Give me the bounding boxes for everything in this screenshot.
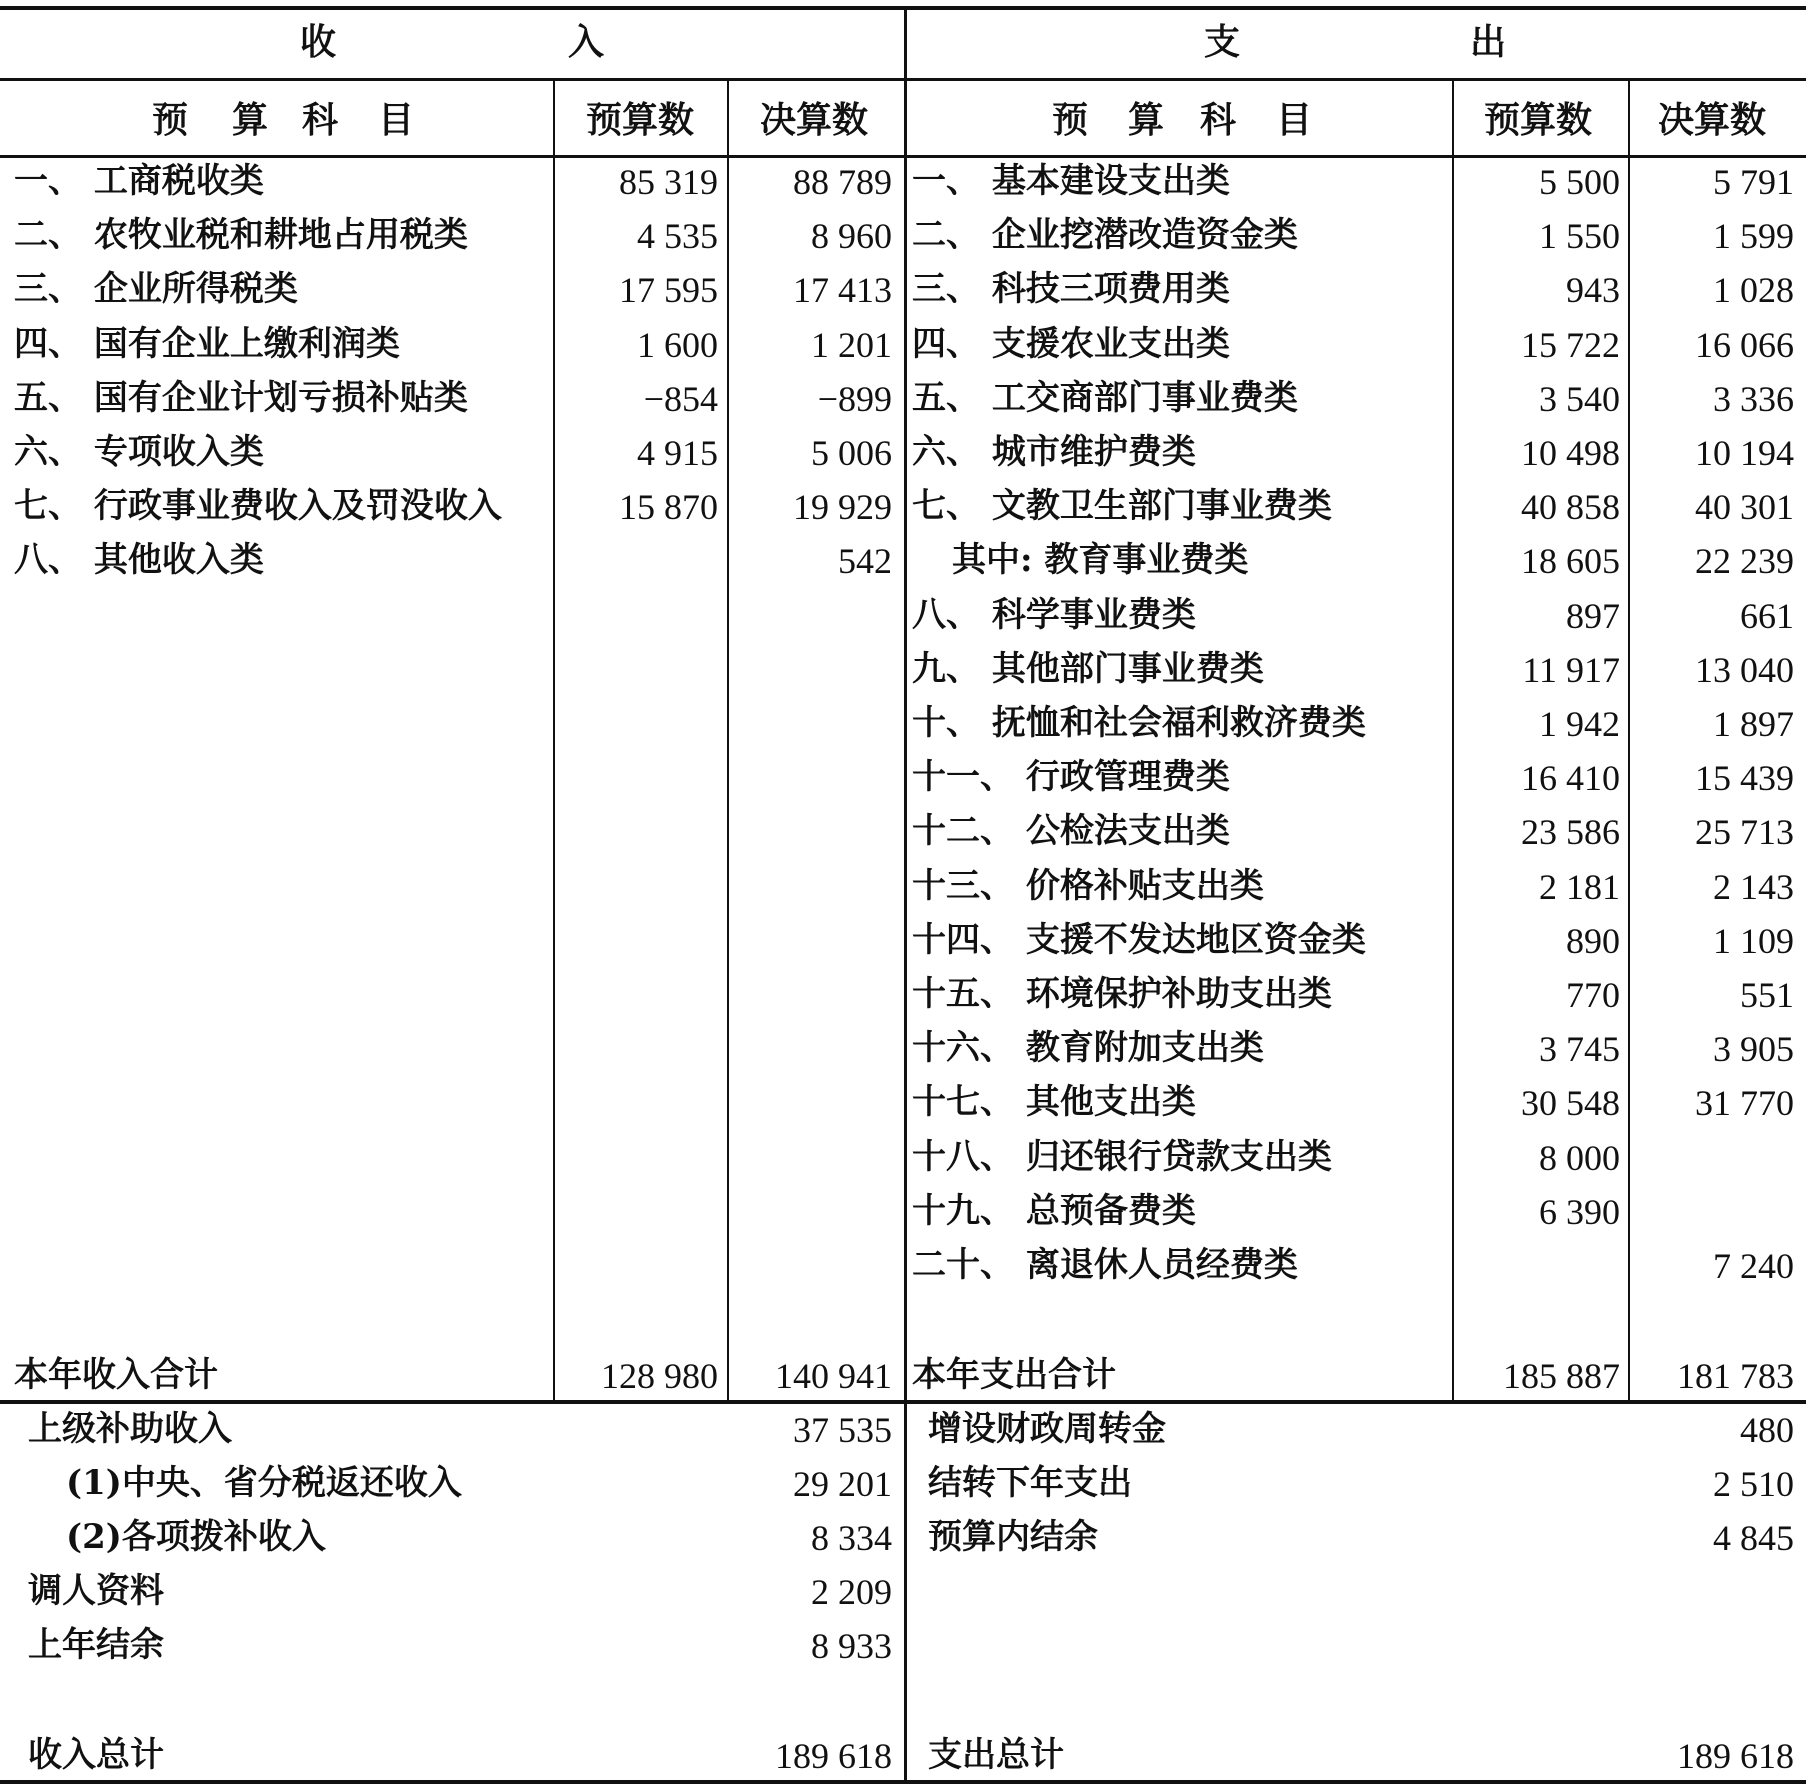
expense-final-col-rule	[1628, 80, 1630, 1402]
expense-row-budget: 6 390	[1539, 1191, 1620, 1232]
income-row-budget: −854	[643, 378, 718, 419]
column-header-divider	[0, 155, 1806, 158]
header-divider	[0, 78, 1806, 81]
expense-row-budget: 15 722	[1521, 324, 1620, 365]
center-divider	[904, 8, 907, 1782]
expense-row-final: 1 897	[1713, 704, 1794, 744]
income-row-final: 542	[838, 541, 892, 582]
income-budget-header: 预算数	[586, 99, 695, 141]
expense-row-label: 十二、 公检法支出类	[912, 811, 1230, 852]
expense-subject-header-char-3: 科	[1200, 99, 1237, 141]
income-row-label: 七、 行政事业费收入及罚没收入	[14, 486, 502, 527]
income-budget-col-rule	[553, 80, 555, 1402]
income-row-budget: 15 870	[619, 487, 718, 528]
income-extra-label: 调人资料	[28, 1571, 164, 1611]
income-row-final: 19 929	[793, 487, 892, 528]
expense-row-final: 25 713	[1695, 812, 1794, 853]
expense-row-budget: 3 745	[1539, 1029, 1620, 1070]
income-header-char-1: 收	[300, 21, 337, 63]
income-row-label: 一、 工商税收类	[14, 161, 264, 201]
expense-total-budget: 185 887	[1503, 1356, 1620, 1396]
income-row-budget: 1 600	[637, 324, 718, 365]
expense-row-final: 31 770	[1695, 1083, 1794, 1124]
expense-row-label: 四、 支援农业支出类	[912, 323, 1230, 364]
expense-row-final: 13 040	[1695, 649, 1794, 690]
income-row-label: 四、 国有企业上缴利润类	[14, 323, 400, 364]
expense-row-final: 10 194	[1695, 433, 1794, 473]
income-row-label: 五、 国有企业计划亏损补贴类	[14, 377, 468, 418]
expense-subject-header-char-2: 算	[1128, 99, 1165, 141]
expense-row-final: 1 599	[1713, 216, 1794, 257]
income-extra-label: 上级补助收入	[28, 1409, 232, 1449]
income-subject-header-char-4: 目	[378, 99, 415, 141]
expense-row-final: 1 028	[1713, 270, 1794, 311]
expense-total-final: 181 783	[1677, 1356, 1794, 1396]
income-extra-value: 8 334	[811, 1518, 892, 1558]
expense-row-label: 十、 抚恤和社会福利救济费类	[912, 703, 1366, 743]
income-row-label: 六、 专项收入类	[14, 432, 264, 472]
expense-row-label: 五、 工交商部门事业费类	[912, 377, 1298, 418]
expense-row-budget: 2 181	[1539, 866, 1620, 907]
expense-extra-value: 4 845	[1713, 1518, 1794, 1558]
expense-row-label: 十四、 支援不发达地区资金类	[912, 919, 1366, 960]
grand-expense-value: 189 618	[1677, 1736, 1794, 1776]
expense-final-header: 决算数	[1658, 99, 1767, 141]
income-row-budget: 85 319	[619, 162, 718, 202]
expense-row-budget: 40 858	[1521, 487, 1620, 528]
expense-row-budget: 5 500	[1539, 162, 1620, 202]
expense-row-budget: 23 586	[1521, 812, 1620, 853]
grand-expense-label: 支出总计	[928, 1735, 1064, 1775]
expense-row-label: 十七、 其他支出类	[912, 1082, 1196, 1123]
income-row-budget: 17 595	[619, 270, 718, 311]
expense-extra-label: 结转下年支出	[928, 1463, 1132, 1503]
expense-extra-label: 预算内结余	[928, 1517, 1098, 1557]
expense-row-final: 551	[1740, 975, 1794, 1015]
income-row-final: 1 201	[811, 324, 892, 365]
expense-row-label: 十一、 行政管理费类	[912, 757, 1230, 798]
expense-row-label: 六、 城市维护费类	[912, 432, 1196, 472]
income-extra-value: 8 933	[811, 1626, 892, 1666]
expense-row-final: 7 240	[1713, 1246, 1794, 1286]
expense-row-budget: 18 605	[1521, 541, 1620, 582]
income-extra-value: 37 535	[793, 1410, 892, 1450]
expense-row-final: 2 143	[1713, 866, 1794, 907]
top-border	[0, 6, 1806, 10]
expense-subject-header-char-1: 预	[1052, 99, 1089, 141]
expense-row-final: 661	[1740, 595, 1794, 636]
expense-row-label: 十三、 价格补贴支出类	[912, 865, 1264, 906]
income-row-label: 八、 其他收入类	[14, 540, 264, 581]
income-extra-value: 2 209	[811, 1572, 892, 1612]
expense-row-final: 5 791	[1713, 162, 1794, 202]
expense-row-budget: 30 548	[1521, 1083, 1620, 1124]
expense-row-label: 二十、 离退休人员经费类	[912, 1245, 1298, 1285]
income-row-final: −899	[817, 378, 892, 419]
expense-row-budget: 3 540	[1539, 378, 1620, 419]
expense-row-budget: 890	[1566, 920, 1620, 961]
income-final-header: 决算数	[760, 99, 869, 141]
expense-row-label: 二、 企业挖潜改造资金类	[912, 215, 1298, 256]
income-final-col-rule	[727, 80, 729, 1402]
grand-income-value: 189 618	[775, 1736, 892, 1776]
expense-row-final: 15 439	[1695, 758, 1794, 799]
expense-row-label: 九、 其他部门事业费类	[912, 648, 1264, 689]
income-extra-label: (2)各项拨补收入	[66, 1517, 326, 1557]
income-subject-header-char-2: 算	[232, 99, 269, 141]
income-row-label: 二、 农牧业税和耕地占用税类	[14, 215, 468, 256]
income-row-budget: 4 915	[637, 433, 718, 473]
expense-total-label: 本年支出合计	[912, 1355, 1116, 1395]
expense-budget-col-rule	[1452, 80, 1454, 1402]
expense-row-label: 八、 科学事业费类	[912, 594, 1196, 635]
expense-extra-label: 增设财政周转金	[928, 1409, 1166, 1449]
expense-row-label: 其中: 教育事业费类	[952, 540, 1249, 581]
expense-row-budget: 10 498	[1521, 433, 1620, 473]
income-header-char-2: 入	[568, 21, 605, 63]
expense-row-label: 十五、 环境保护补助支出类	[912, 974, 1332, 1014]
income-subject-header-char-3: 科	[302, 99, 339, 141]
income-row-label: 三、 企业所得税类	[14, 269, 298, 310]
expense-row-label: 十九、 总预备费类	[912, 1190, 1196, 1231]
expense-row-final: 22 239	[1695, 541, 1794, 582]
expense-row-budget: 1 942	[1539, 704, 1620, 744]
expense-row-budget: 1 550	[1539, 216, 1620, 257]
income-total-final: 140 941	[775, 1356, 892, 1396]
income-row-final: 17 413	[793, 270, 892, 311]
expense-subject-header-char-4: 目	[1276, 99, 1313, 141]
income-extra-value: 29 201	[793, 1464, 892, 1504]
expense-row-budget: 16 410	[1521, 758, 1620, 799]
bottom-border	[0, 1780, 1806, 1784]
income-row-final: 8 960	[811, 216, 892, 257]
expense-row-budget: 770	[1566, 975, 1620, 1015]
expense-header-char-1: 支	[1204, 21, 1241, 63]
expense-row-label: 十八、 归还银行贷款支出类	[912, 1136, 1332, 1177]
expense-row-final: 40 301	[1695, 487, 1794, 528]
income-row-budget: 4 535	[637, 216, 718, 257]
income-subject-header-char-1: 预	[152, 99, 189, 141]
expense-row-label: 十六、 教育附加支出类	[912, 1028, 1264, 1069]
expense-row-final: 16 066	[1695, 324, 1794, 365]
income-extra-label: 上年结余	[28, 1625, 164, 1665]
income-row-final: 88 789	[793, 162, 892, 202]
expense-row-budget: 943	[1566, 270, 1620, 311]
expense-header-char-2: 出	[1470, 21, 1507, 63]
expense-row-budget: 8 000	[1539, 1137, 1620, 1178]
expense-row-label: 三、 科技三项费用类	[912, 269, 1230, 310]
income-total-budget: 128 980	[601, 1356, 718, 1396]
totals-divider	[0, 1400, 1806, 1404]
expense-row-final: 3 336	[1713, 378, 1794, 419]
expense-row-final: 1 109	[1713, 920, 1794, 961]
expense-row-label: 一、 基本建设支出类	[912, 161, 1230, 201]
expense-row-final: 3 905	[1713, 1029, 1794, 1070]
expense-row-budget: 897	[1566, 595, 1620, 636]
income-extra-label: (1)中央、省分税返还收入	[66, 1463, 462, 1503]
income-total-label: 本年收入合计	[14, 1355, 218, 1395]
expense-extra-value: 2 510	[1713, 1464, 1794, 1504]
expense-budget-header: 预算数	[1484, 99, 1593, 141]
grand-income-label: 收入总计	[28, 1735, 164, 1775]
expense-row-budget: 11 917	[1522, 649, 1620, 690]
income-row-final: 5 006	[811, 433, 892, 473]
expense-extra-value: 480	[1740, 1410, 1794, 1450]
expense-row-label: 七、 文教卫生部门事业费类	[912, 486, 1332, 527]
